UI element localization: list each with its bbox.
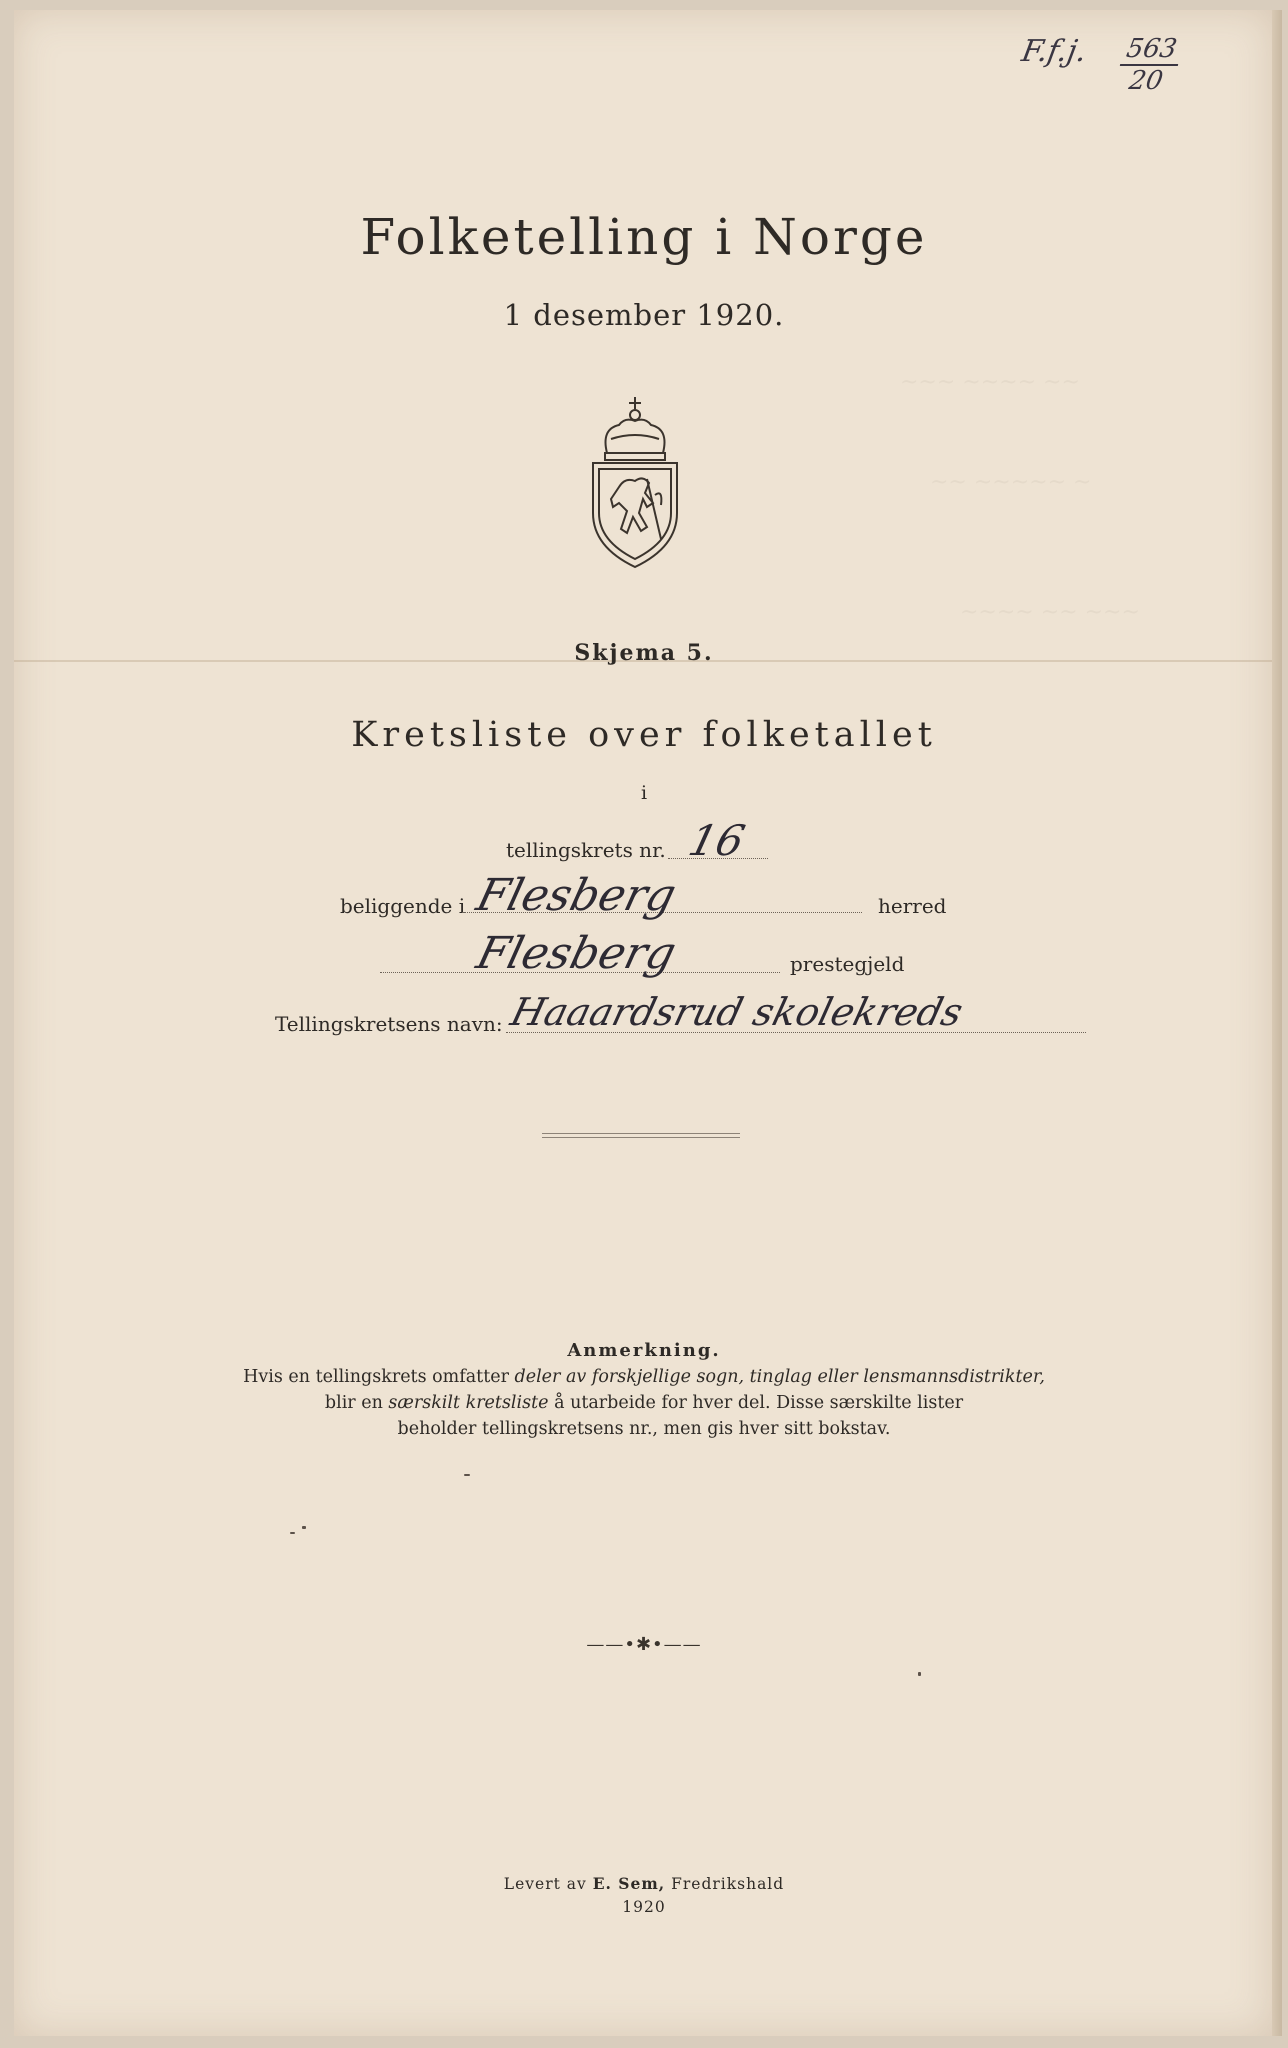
archive-ref-numerator: 563 — [1120, 34, 1183, 66]
remark-line-3: beholder tellingskretsens nr., men gis hver sitt bokstav. — [397, 1419, 891, 1439]
remark-text: Hvis en tellingskrets omfatter — [243, 1367, 509, 1387]
remark-emphasis: deler av forskjellige sogn, tinglag eller lensmannsdistrikter, — [514, 1367, 1045, 1387]
herred-label: herred — [878, 894, 947, 918]
stray-mark — [918, 1672, 921, 1676]
printer-year: 1920 — [622, 1898, 666, 1916]
bleed-through: ~~~ ~~~~ ~~ — [900, 370, 1080, 395]
prestegjeld-label: prestegjeld — [790, 952, 905, 976]
document-subtitle: Kretsliste over folketallet — [351, 715, 937, 755]
printer-line — [0, 1874, 1288, 1893]
remark-text: blir en — [324, 1393, 383, 1413]
remark-line-2 — [0, 1390, 1288, 1416]
stray-mark — [464, 1474, 470, 1476]
bleed-through: ~~~~ ~~ ~~~ — [960, 600, 1140, 625]
remark-title: Anmerkning. — [567, 1340, 721, 1361]
connector-i: i — [640, 782, 648, 804]
krets-value: 16 — [683, 816, 750, 865]
stray-mark — [290, 1532, 295, 1534]
document-title: Folketelling i Norge — [360, 208, 928, 266]
remark-emphasis: særskilt kretsliste — [388, 1393, 549, 1413]
printer-name: E. Sem, — [592, 1874, 666, 1893]
prestegjeld-value: Flesberg — [471, 928, 681, 979]
section-divider — [542, 1133, 740, 1138]
krets-label: tellingskrets nr. — [506, 838, 666, 862]
schema-number: Skjema 5. — [574, 640, 714, 666]
navn-value: Haaardsrud skolekreds — [506, 990, 968, 1034]
bleed-through: ~~ ~~~~~ ~ — [930, 470, 1092, 495]
remark-text: å utarbeide for hver del. Disse særskilte lister — [554, 1393, 964, 1413]
ornament-divider: ——•✱•—— — [586, 1634, 702, 1655]
navn-label: Tellingskretsens navn: — [275, 1012, 503, 1036]
coat-of-arms-icon — [589, 395, 681, 570]
archive-ref-denominator: 20 — [1126, 66, 1166, 96]
printer-prefix: Levert av — [503, 1875, 587, 1893]
printer-city: Fredrikshald — [671, 1875, 785, 1893]
archive-ref-prefix: F.f.j. — [1018, 34, 1090, 69]
archive-ref-fraction — [1115, 34, 1184, 96]
census-date: 1 desember 1920. — [503, 298, 785, 332]
beliggende-value: Flesberg — [471, 870, 681, 921]
stray-mark — [302, 1526, 306, 1529]
remark-line-1 — [0, 1364, 1288, 1390]
beliggende-label: beliggende i — [340, 894, 466, 918]
